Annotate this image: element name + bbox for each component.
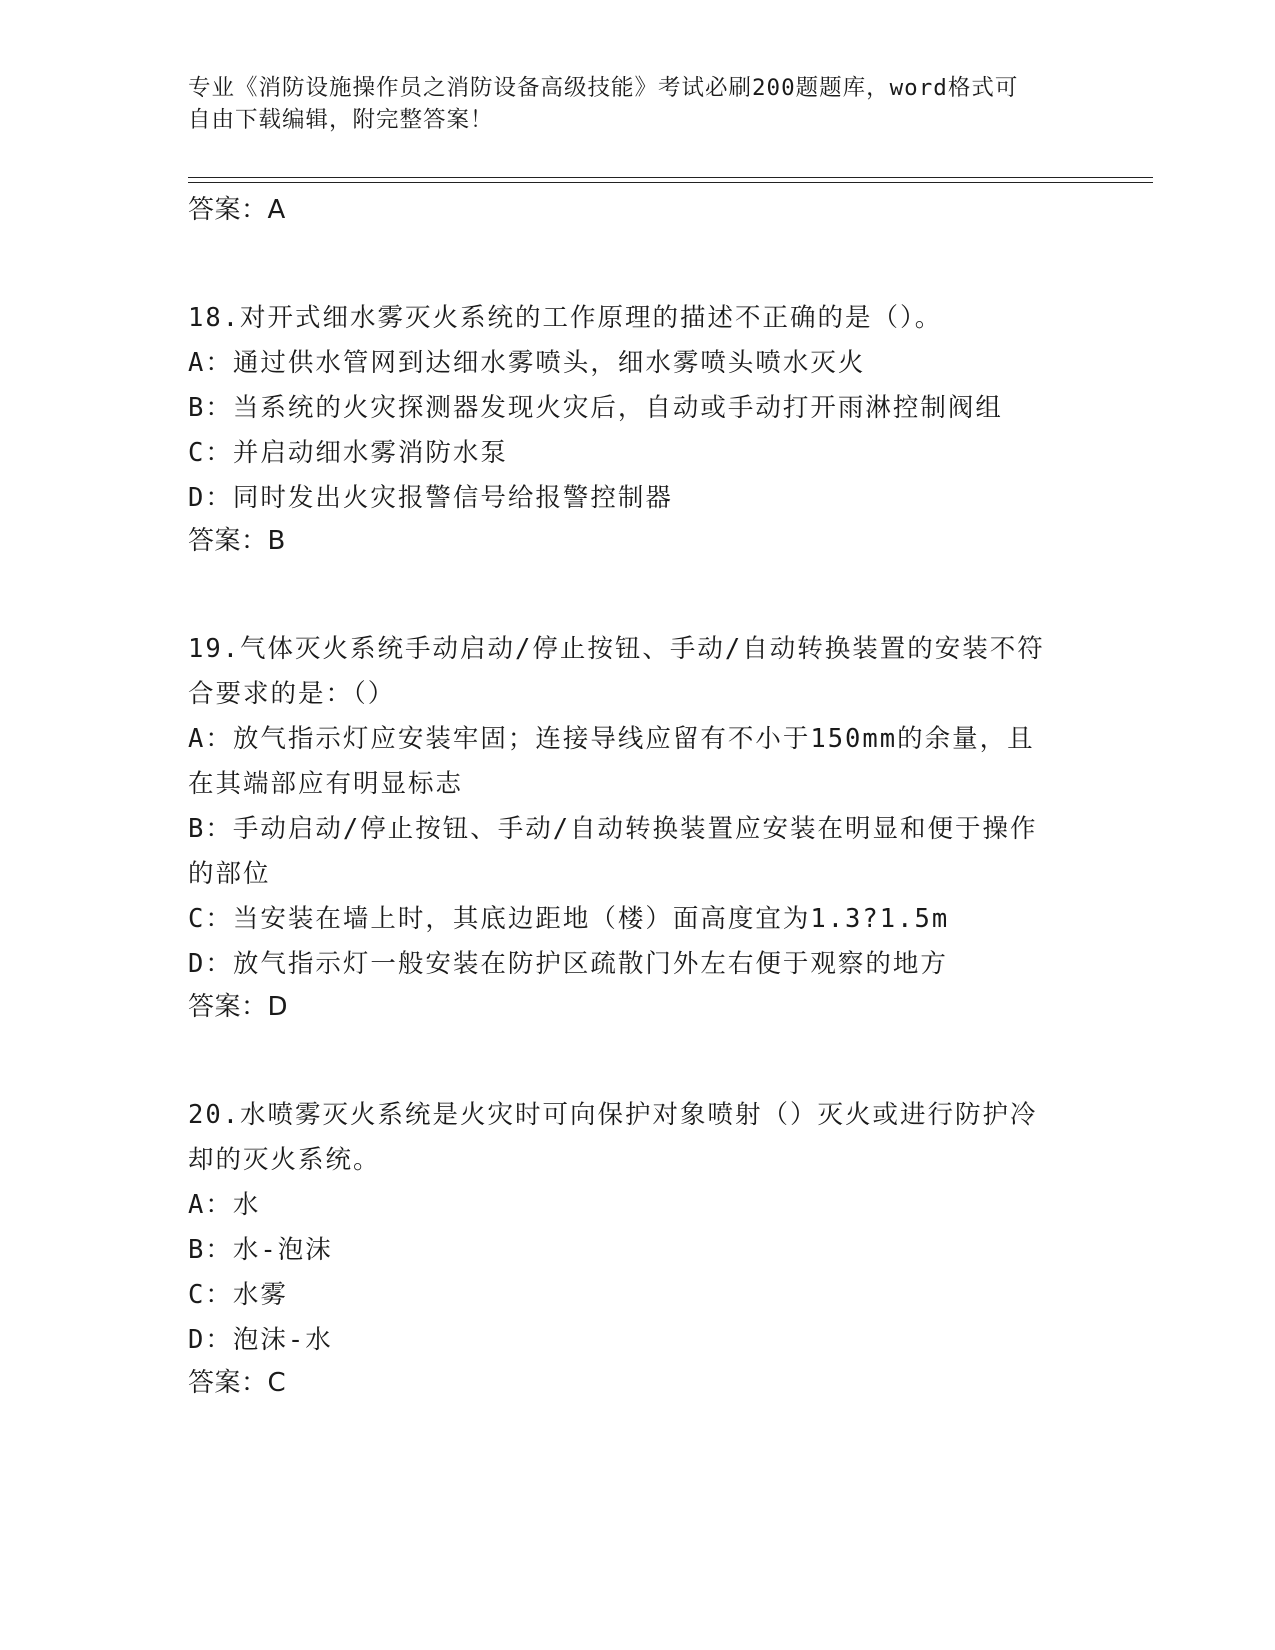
option-c: C：水雾 — [188, 1280, 288, 1310]
answer-line: 答案：B — [188, 526, 286, 556]
option-c: C：并启动细水雾消防水泵 — [188, 438, 508, 468]
option-b-continued: 的部位 — [188, 859, 271, 889]
document-header — [188, 72, 1078, 136]
option-a: A：通过供水管网到达细水雾喷头，细水雾喷头喷水灭火 — [188, 348, 866, 378]
question-stem-continued: 却的灭火系统。 — [188, 1145, 381, 1175]
option-b: B：水-泡沫 — [188, 1235, 333, 1265]
answer-line: 答案：C — [188, 1368, 287, 1398]
question-stem: 20.水喷雾灭火系统是火灾时可向保护对象喷射（）灭火或进行防护冷 — [188, 1100, 1038, 1130]
question-block — [188, 627, 1088, 1027]
question-block — [188, 1093, 1088, 1403]
option-d: D：放气指示灯一般安装在防护区疏散门外左右便于观察的地方 — [188, 949, 948, 979]
header-divider-top — [188, 177, 1153, 178]
question-stem: 18.对开式细水雾灭火系统的工作原理的描述不正确的是（）。 — [188, 303, 943, 333]
previous-answer: 答案：A — [188, 195, 286, 225]
question-content — [188, 190, 1088, 1403]
header-divider-bottom — [188, 182, 1153, 183]
option-d: D：泡沫-水 — [188, 1325, 333, 1355]
question-stem: 19.气体灭火系统手动启动/停止按钮、手动/自动转换装置的安装不符 — [188, 634, 1045, 664]
option-c: C：当安装在墙上时，其底边距地（楼）面高度宜为1.3?1.5m — [188, 904, 950, 934]
header-line-1: 专业《消防设施操作员之消防设备高级技能》考试必刷200题题库，word格式可 — [188, 75, 1019, 101]
option-b: B：手动启动/停止按钮、手动/自动转换装置应安装在明显和便于操作 — [188, 814, 1038, 844]
option-a-continued: 在其端部应有明显标志 — [188, 769, 464, 799]
answer-line: 答案：D — [188, 992, 289, 1022]
option-a: A：水 — [188, 1190, 261, 1220]
question-stem-continued: 合要求的是：（） — [188, 679, 396, 709]
option-d: D：同时发出火灾报警信号给报警控制器 — [188, 483, 673, 513]
question-block — [188, 296, 1088, 561]
option-b: B：当系统的火灾探测器发现火灾后，自动或手动打开雨淋控制阀组 — [188, 393, 1003, 423]
option-a: A：放气指示灯应安装牢固；连接导线应留有不小于150mm的余量，且 — [188, 724, 1035, 754]
header-line-2: 自由下载编辑，附完整答案！ — [188, 107, 494, 133]
